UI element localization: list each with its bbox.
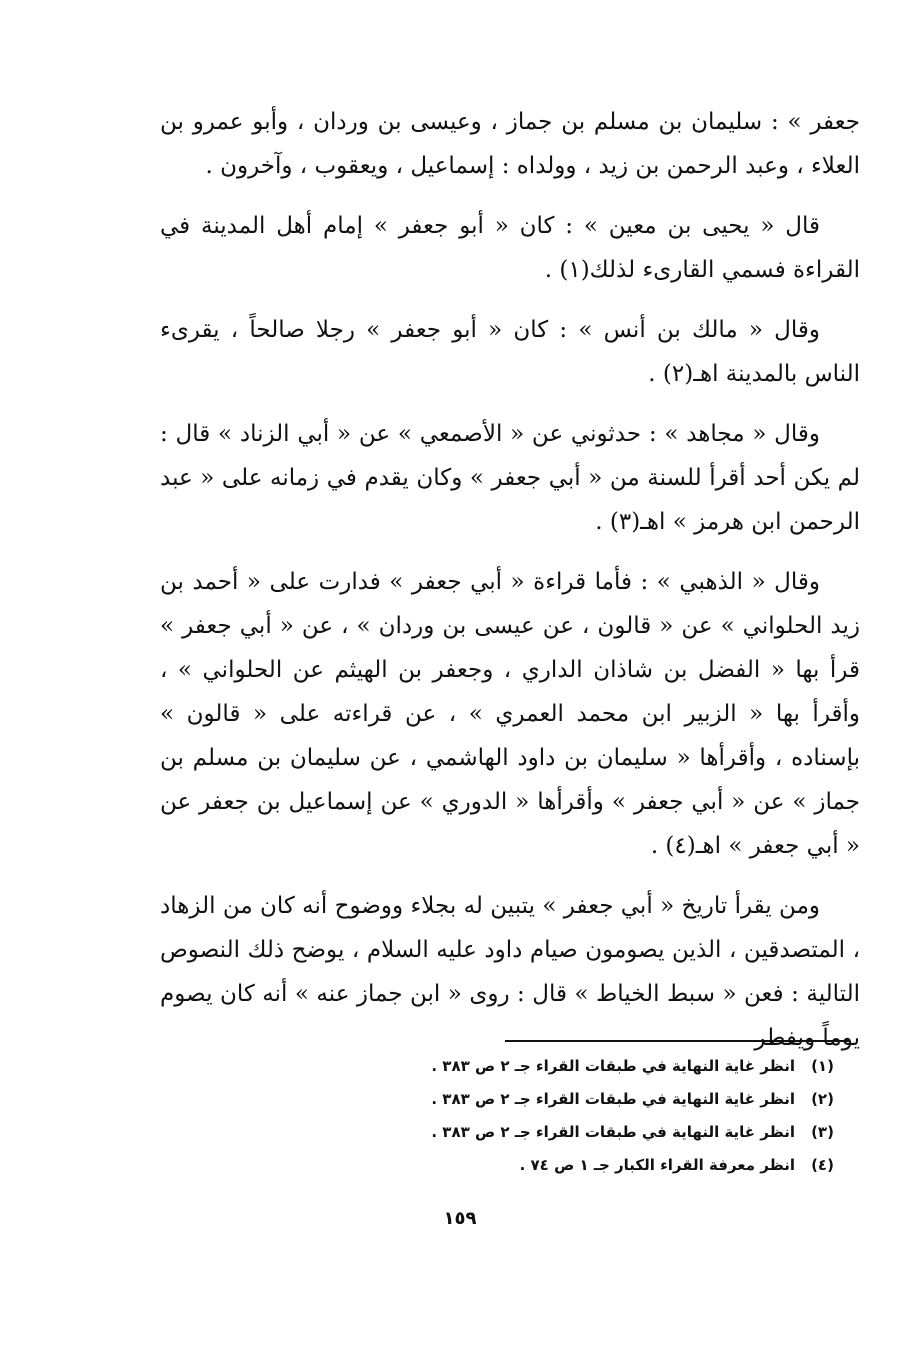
paragraph: وقال « الذهبي » : فأما قراءة « أبي جعفر » فدارت على « أحمد بن زيد الحلواني » عن « قالون ، عن عيسى بن وردان » ، عن « أبي جعفر » قرأ بها « الفضل بن شاذان الداري ، وجعفر بن الهيثم عن الحلواني » ، وأقرأ بها « الزبير ابن محمد العمري » ، عن قراءته على « قالون » بإسناده ، وأقرأها « سليمان بن داود الهاشمي ، عن سليمان بن مسلم بن جماز » عن « أبي جعفر » وأقرأها « الدوري » عن إسماعيل بن جعفر عن « أبي جعفر » اهـ(٤) . — [160, 569, 860, 859]
footnote-text: انظر غاية النهاية في طبقات القراء جـ ٢ ص ٣٨٣ . — [431, 1123, 795, 1141]
paragraph: وقال « مجاهد » : حدثوني عن « الأصمعي » عن « أبي الزناد » قال : لم يكن أحد أقرأ للسنة من « أبي جعفر » وكان يقدم في زمانه على « عبد الرحمن ابن هرمز » اهـ(٣) . — [160, 421, 860, 535]
footnote — [420, 1149, 850, 1182]
body-text — [160, 100, 860, 1076]
paragraph: جعفر » : سليمان بن مسلم بن جماز ، وعيسى بن وردان ، وأبو عمرو بن العلاء ، وعبد الرحمن بن زيد ، وولداه : إسماعيل ، ويعقوب ، وآخرون . — [160, 109, 860, 179]
footnote-number: (٢) — [811, 1090, 834, 1108]
footnote-number: (٤) — [811, 1156, 834, 1174]
footnote — [420, 1050, 850, 1083]
footnote — [420, 1116, 850, 1149]
paragraph: قال « يحيى بن معين » : كان « أبو جعفر » إمام أهل المدينة في القراءة فسمي القارىء لذلك(١) . — [160, 213, 860, 283]
footnote-text: انظر معرفة القراء الكبار جـ ١ ص ٧٤ . — [519, 1156, 795, 1174]
footnotes — [420, 1050, 850, 1182]
page-number: ١٥٩ — [443, 1208, 477, 1229]
footnote-divider — [505, 1040, 850, 1042]
footnote-text: انظر غاية النهاية في طبقات القراء جـ ٢ ص ٣٨٣ . — [431, 1090, 795, 1108]
footnote-text: انظر غاية النهاية في طبقات القراء جـ ٢ ص ٣٨٣ . — [431, 1057, 795, 1075]
footnote-number: (١) — [811, 1057, 834, 1075]
footnote — [420, 1083, 850, 1116]
paragraph: ومن يقرأ تاريخ « أبي جعفر » يتبين له بجلاء ووضوح أنه كان من الزهاد ، المتصدقين ، الذين يصومون صيام داود عليه السلام ، يوضح ذلك النصوص التالية : فعن « سبط الخياط » قال : روى « ابن جماز عنه » أنه كان يصوم يوماً ويفطر — [160, 893, 860, 1051]
footnote-number: (٣) — [811, 1123, 834, 1141]
paragraph: وقال « مالك بن أنس » : كان « أبو جعفر » رجلا صالحاً ، يقرىء الناس بالمدينة اهـ(٢) . — [160, 317, 860, 387]
